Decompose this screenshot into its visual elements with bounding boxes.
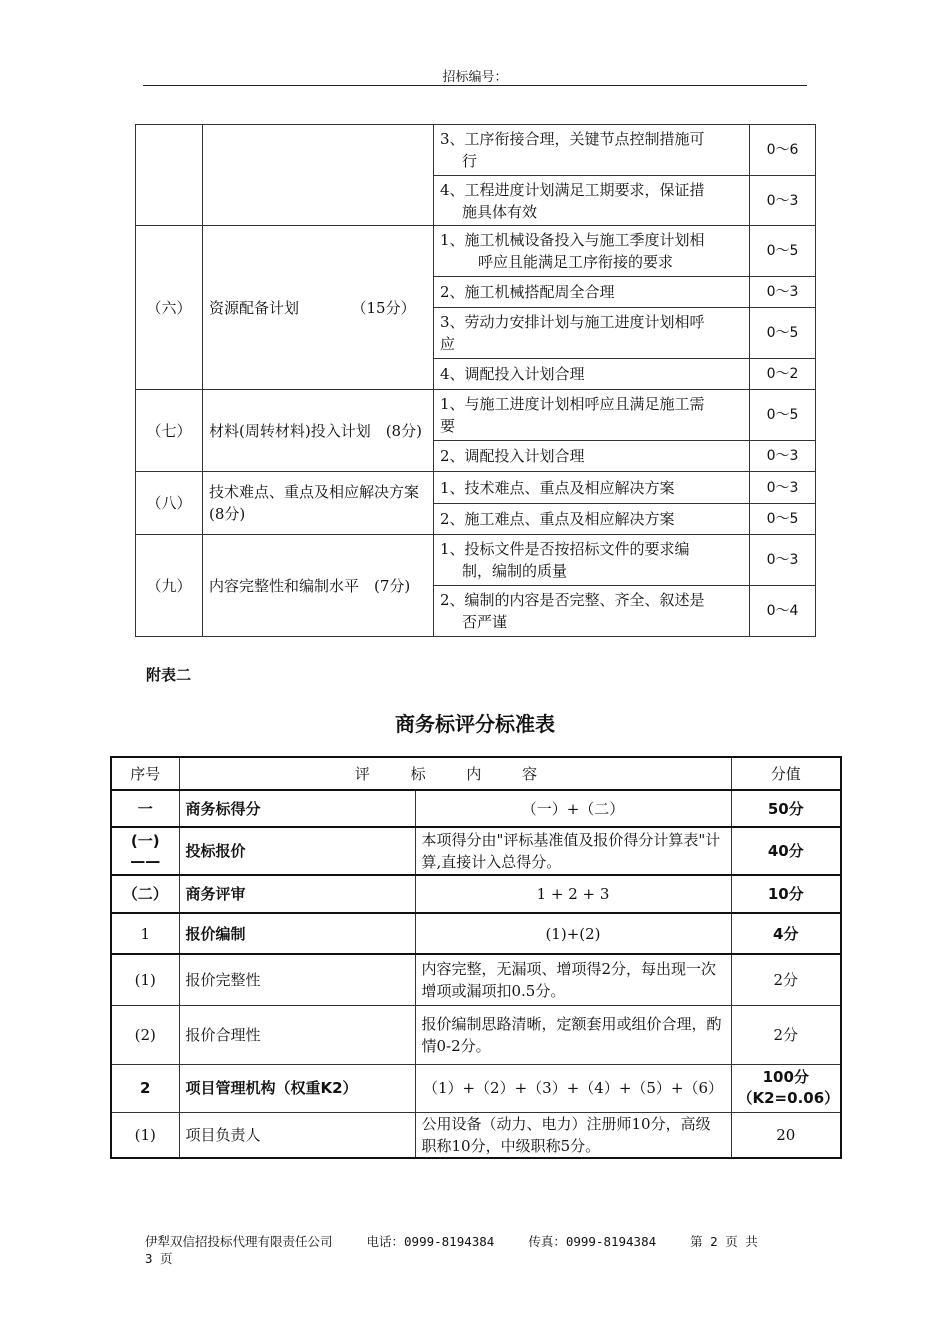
- criteria-cell: 2、施工难点、重点及相应解决方案: [434, 504, 750, 535]
- header-divider: [143, 85, 807, 86]
- score-cell: 0～3: [750, 176, 816, 226]
- table-row: [136, 535, 816, 586]
- item-cell: 项目负责人: [179, 1112, 415, 1158]
- score-cell: 40分: [731, 827, 841, 875]
- criteria-cell: 4、调配投入计划合理: [434, 359, 750, 390]
- table-row: [111, 827, 841, 875]
- detail-cell: （1）+（2）+（3）+（4）+（5）+（6）: [415, 1064, 731, 1112]
- page-footer: [145, 1233, 805, 1267]
- item-cell: 商务标得分: [179, 790, 415, 827]
- score-cell: 0～4: [750, 586, 816, 637]
- criteria-cell: 3、劳动力安排计划与施工进度计划相呼 应: [434, 308, 750, 359]
- table-row: [111, 1005, 841, 1064]
- score-cell: 0～3: [750, 472, 816, 504]
- detail-cell: 本项得分由"评标基准值及报价得分计算表"计算,直接计入总得分。: [415, 827, 731, 875]
- table-row: [136, 390, 816, 441]
- num-cell: （六）: [136, 226, 203, 390]
- table-row: [136, 472, 816, 504]
- table-row: [136, 125, 816, 176]
- score-cell: 0～5: [750, 226, 816, 277]
- num-cell: [136, 125, 203, 226]
- detail-cell: 报价编制思路清晰，定额套用或组价合理，酌情0-2分。: [415, 1005, 731, 1064]
- criteria-cell: 1、投标文件是否按招标文件的要求编 制，编制的质量: [434, 535, 750, 586]
- score-cell: 50分: [731, 790, 841, 827]
- detail-cell: (1)+(2): [415, 913, 731, 954]
- criteria-cell: 1、与施工进度计划相呼应且满足施工需 要: [434, 390, 750, 441]
- num-cell: （二）: [111, 875, 179, 913]
- item-cell: 项目管理机构（权重K2）: [179, 1064, 415, 1112]
- header-score: 分值: [731, 757, 841, 790]
- score-cell: 0～5: [750, 308, 816, 359]
- detail-cell: 公用设备（动力、电力）注册师10分，高级职称10分，中级职称5分。: [415, 1112, 731, 1158]
- appendix-label: 附表二: [146, 666, 192, 684]
- score-cell: 0～3: [750, 535, 816, 586]
- score-cell: 2分: [731, 954, 841, 1005]
- score-cell: 0～5: [750, 504, 816, 535]
- num-cell: （九）: [136, 535, 203, 637]
- business-scoring-table: [110, 756, 842, 1159]
- item-cell: 报价合理性: [179, 1005, 415, 1064]
- criteria-cell: 4、工程进度计划满足工期要求，保证措 施具体有效: [434, 176, 750, 226]
- table-row: [111, 954, 841, 1005]
- item-cell: 商务评审: [179, 875, 415, 913]
- score-cell: 10分: [731, 875, 841, 913]
- num-cell: （七）: [136, 390, 203, 472]
- table-header-row: [111, 757, 841, 790]
- header-content: 评 标 内 容: [179, 757, 731, 790]
- score-cell: 0～3: [750, 441, 816, 472]
- item-cell: 报价编制: [179, 913, 415, 954]
- detail-cell: 内容完整，无漏项、增项得2分，每出现一次增项或漏项扣0.5分。: [415, 954, 731, 1005]
- criteria-cell: 2、调配投入计划合理: [434, 441, 750, 472]
- num-cell: (2): [111, 1005, 179, 1064]
- footer-total: 3 页: [145, 1251, 173, 1266]
- footer-phone: 电话：0999-8194384: [366, 1234, 495, 1249]
- score-cell: 100分 （K2=0.06）: [731, 1064, 841, 1112]
- header-text: 招标编号：: [442, 70, 508, 85]
- item-cell: 技术难点、重点及相应解决方案 (8分): [203, 472, 434, 535]
- criteria-cell: 1、技术难点、重点及相应解决方案: [434, 472, 750, 504]
- table-row: [111, 790, 841, 827]
- criteria-cell: 3、工序衔接合理，关键节点控制措施可 行: [434, 125, 750, 176]
- score-cell: 0～5: [750, 390, 816, 441]
- num-cell: 2: [111, 1064, 179, 1112]
- num-cell: 一: [111, 790, 179, 827]
- score-cell: 2分: [731, 1005, 841, 1064]
- item-cell: 材料(周转材料)投入计划 (8分): [203, 390, 434, 472]
- table-row: [136, 226, 816, 277]
- score-cell: 20: [731, 1112, 841, 1158]
- item-cell: 内容完整性和编制水平 (7分): [203, 535, 434, 637]
- score-cell: 4分: [731, 913, 841, 954]
- item-cell: 投标报价: [179, 827, 415, 875]
- table-row: [111, 1112, 841, 1158]
- detail-cell: （一）+（二）: [415, 790, 731, 827]
- item-cell: 报价完整性: [179, 954, 415, 1005]
- score-cell: 0～2: [750, 359, 816, 390]
- num-cell: (1): [111, 954, 179, 1005]
- footer-company: 伊犁双信招投标代理有限责任公司: [145, 1234, 333, 1249]
- header-num: 序号: [111, 757, 179, 790]
- criteria-cell: 2、编制的内容是否完整、齐全、叙述是 否严谨: [434, 586, 750, 637]
- detail-cell: 1 + 2 + 3: [415, 875, 731, 913]
- score-cell: 0～3: [750, 277, 816, 308]
- table-title: 商务标评分标准表: [395, 712, 555, 736]
- table-row: [111, 875, 841, 913]
- footer-fax: 传真：0999-8194384: [528, 1234, 657, 1249]
- item-cell: 资源配备计划 （15分）: [203, 226, 434, 390]
- score-cell: 0～6: [750, 125, 816, 176]
- item-cell: [203, 125, 434, 226]
- num-cell: (一) ——: [111, 827, 179, 875]
- num-cell: (1): [111, 1112, 179, 1158]
- num-cell: （八）: [136, 472, 203, 535]
- technical-scoring-table: [135, 124, 816, 637]
- criteria-cell: 2、施工机械搭配周全合理: [434, 277, 750, 308]
- footer-page: 第 2 页 共: [690, 1234, 758, 1249]
- table-row: [111, 913, 841, 954]
- criteria-cell: 1、施工机械设备投入与施工季度计划相 呼应且能满足工序衔接的要求: [434, 226, 750, 277]
- num-cell: 1: [111, 913, 179, 954]
- table-row: [111, 1064, 841, 1112]
